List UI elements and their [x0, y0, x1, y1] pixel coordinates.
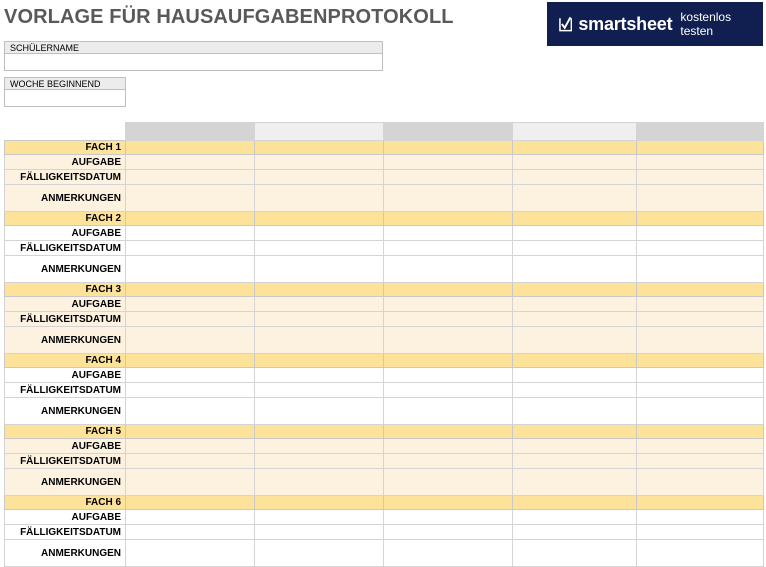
- due-date-cell[interactable]: [637, 525, 764, 540]
- assignment-row: [5, 155, 764, 170]
- subject-cell[interactable]: [637, 283, 764, 297]
- due-date-label: FÄLLIGKEITSDATUM: [5, 241, 126, 256]
- homework-table: [4, 122, 764, 567]
- notes-cell[interactable]: [255, 185, 384, 212]
- subject-cell[interactable]: [255, 354, 384, 368]
- subject-cell[interactable]: [513, 212, 637, 226]
- day-header-row: [5, 123, 764, 141]
- due-date-cell[interactable]: [637, 170, 764, 185]
- trial-link[interactable]: kostenlos testen: [680, 10, 732, 38]
- subject-cell[interactable]: [255, 283, 384, 297]
- assignment-cell[interactable]: [384, 226, 513, 241]
- subject-cell[interactable]: [513, 496, 637, 510]
- subject-cell[interactable]: [513, 425, 637, 439]
- due-date-cell[interactable]: [513, 525, 637, 540]
- notes-label: ANMERKUNGEN: [5, 327, 126, 354]
- subject-cell[interactable]: [126, 425, 255, 439]
- day-header-cell[interactable]: [384, 123, 513, 141]
- due-date-row: [5, 312, 764, 327]
- due-date-row: [5, 241, 764, 256]
- subject-cell[interactable]: [384, 425, 513, 439]
- subject-cell[interactable]: [255, 141, 384, 155]
- subject-label: FACH 5: [5, 425, 126, 439]
- notes-cell[interactable]: [637, 185, 764, 212]
- assignment-cell[interactable]: [255, 155, 384, 170]
- subject-row: [5, 283, 764, 297]
- due-date-cell[interactable]: [513, 383, 637, 398]
- due-date-cell[interactable]: [126, 383, 255, 398]
- assignment-label: AUFGABE: [5, 368, 126, 383]
- notes-row: [5, 185, 764, 212]
- assignment-row: [5, 439, 764, 454]
- assignment-cell[interactable]: [384, 510, 513, 525]
- week-start-field[interactable]: [4, 90, 126, 107]
- subject-cell[interactable]: [637, 496, 764, 510]
- assignment-row: [5, 297, 764, 312]
- assignment-cell[interactable]: [126, 297, 255, 312]
- notes-cell[interactable]: [126, 398, 255, 425]
- notes-cell[interactable]: [255, 256, 384, 283]
- assignment-label: AUFGABE: [5, 297, 126, 312]
- smartsheet-trial-banner[interactable]: [547, 2, 763, 46]
- notes-cell[interactable]: [384, 469, 513, 496]
- notes-row: [5, 398, 764, 425]
- assignment-label: AUFGABE: [5, 155, 126, 170]
- notes-cell[interactable]: [126, 256, 255, 283]
- due-date-cell[interactable]: [126, 170, 255, 185]
- notes-label: ANMERKUNGEN: [5, 469, 126, 496]
- due-date-cell[interactable]: [126, 312, 255, 327]
- due-date-row: [5, 525, 764, 540]
- day-header-cell[interactable]: [637, 123, 764, 141]
- subject-cell[interactable]: [637, 425, 764, 439]
- assignment-cell[interactable]: [384, 368, 513, 383]
- subject-cell[interactable]: [126, 354, 255, 368]
- notes-cell[interactable]: [637, 327, 764, 354]
- assignment-cell[interactable]: [513, 155, 637, 170]
- due-date-cell[interactable]: [384, 383, 513, 398]
- due-date-row: [5, 170, 764, 185]
- due-date-cell[interactable]: [637, 383, 764, 398]
- due-date-cell[interactable]: [513, 170, 637, 185]
- assignment-row: [5, 226, 764, 241]
- assignment-cell[interactable]: [255, 226, 384, 241]
- smartsheet-brand: smartsheet: [578, 13, 673, 34]
- notes-label: ANMERKUNGEN: [5, 398, 126, 425]
- due-date-cell[interactable]: [384, 525, 513, 540]
- subject-cell[interactable]: [126, 212, 255, 226]
- due-date-cell[interactable]: [513, 312, 637, 327]
- assignment-cell[interactable]: [637, 155, 764, 170]
- due-date-cell[interactable]: [255, 241, 384, 256]
- due-date-cell[interactable]: [384, 454, 513, 469]
- student-name-label: SCHÜLERNAME: [4, 41, 383, 54]
- subject-cell[interactable]: [126, 496, 255, 510]
- subject-label: FACH 6: [5, 496, 126, 510]
- notes-cell[interactable]: [513, 540, 637, 567]
- day-header-cell[interactable]: [255, 123, 384, 141]
- assignment-cell[interactable]: [513, 368, 637, 383]
- assignment-cell[interactable]: [384, 155, 513, 170]
- subject-cell[interactable]: [126, 283, 255, 297]
- due-date-cell[interactable]: [126, 525, 255, 540]
- assignment-cell[interactable]: [126, 439, 255, 454]
- subject-cell[interactable]: [513, 141, 637, 155]
- page-title: VORLAGE FÜR HAUSAUFGABENPROTOKOLL: [4, 6, 454, 28]
- due-date-cell[interactable]: [384, 170, 513, 185]
- assignment-cell[interactable]: [384, 439, 513, 454]
- notes-cell[interactable]: [637, 256, 764, 283]
- due-date-cell[interactable]: [637, 241, 764, 256]
- subject-cell[interactable]: [255, 212, 384, 226]
- subject-row: [5, 141, 764, 155]
- notes-cell[interactable]: [513, 256, 637, 283]
- subject-cell[interactable]: [255, 425, 384, 439]
- notes-cell[interactable]: [384, 398, 513, 425]
- assignment-cell[interactable]: [637, 510, 764, 525]
- due-date-label: FÄLLIGKEITSDATUM: [5, 170, 126, 185]
- due-date-cell[interactable]: [384, 241, 513, 256]
- subject-cell[interactable]: [637, 354, 764, 368]
- notes-cell[interactable]: [384, 185, 513, 212]
- assignment-label: AUFGABE: [5, 226, 126, 241]
- subject-row: [5, 425, 764, 439]
- header-corner: [5, 123, 126, 141]
- due-date-cell[interactable]: [126, 454, 255, 469]
- homework-grid: [4, 122, 764, 567]
- notes-row: [5, 256, 764, 283]
- subject-cell[interactable]: [384, 496, 513, 510]
- assignment-cell[interactable]: [255, 510, 384, 525]
- smartsheet-check-icon: [559, 16, 572, 32]
- due-date-cell[interactable]: [637, 454, 764, 469]
- assignment-cell[interactable]: [637, 368, 764, 383]
- assignment-cell[interactable]: [513, 226, 637, 241]
- due-date-cell[interactable]: [255, 454, 384, 469]
- subject-row: [5, 496, 764, 510]
- subject-row: [5, 212, 764, 226]
- due-date-cell[interactable]: [255, 383, 384, 398]
- due-date-cell[interactable]: [513, 454, 637, 469]
- notes-cell[interactable]: [384, 327, 513, 354]
- notes-cell[interactable]: [384, 540, 513, 567]
- assignment-cell[interactable]: [126, 510, 255, 525]
- assignment-row: [5, 368, 764, 383]
- due-date-cell[interactable]: [255, 525, 384, 540]
- due-date-cell[interactable]: [513, 241, 637, 256]
- assignment-label: AUFGABE: [5, 510, 126, 525]
- notes-cell[interactable]: [126, 540, 255, 567]
- due-date-cell[interactable]: [255, 170, 384, 185]
- due-date-cell[interactable]: [384, 312, 513, 327]
- subject-cell[interactable]: [384, 354, 513, 368]
- due-date-row: [5, 383, 764, 398]
- notes-cell[interactable]: [637, 398, 764, 425]
- notes-label: ANMERKUNGEN: [5, 540, 126, 567]
- subject-row: [5, 354, 764, 368]
- due-date-cell[interactable]: [255, 312, 384, 327]
- subject-cell[interactable]: [513, 283, 637, 297]
- assignment-cell[interactable]: [126, 226, 255, 241]
- notes-cell[interactable]: [126, 185, 255, 212]
- day-header-cell[interactable]: [513, 123, 637, 141]
- assignment-label: AUFGABE: [5, 439, 126, 454]
- subject-cell[interactable]: [513, 354, 637, 368]
- assignment-cell[interactable]: [513, 510, 637, 525]
- subject-label: FACH 2: [5, 212, 126, 226]
- assignment-row: [5, 510, 764, 525]
- week-start-label: WOCHE BEGINNEND: [4, 77, 126, 90]
- subject-cell[interactable]: [637, 212, 764, 226]
- subject-cell[interactable]: [384, 212, 513, 226]
- day-header-cell[interactable]: [126, 123, 255, 141]
- notes-cell[interactable]: [513, 185, 637, 212]
- due-date-row: [5, 454, 764, 469]
- notes-cell[interactable]: [255, 540, 384, 567]
- assignment-cell[interactable]: [384, 297, 513, 312]
- notes-cell[interactable]: [513, 398, 637, 425]
- assignment-cell[interactable]: [637, 297, 764, 312]
- notes-cell[interactable]: [513, 327, 637, 354]
- student-name-field[interactable]: [4, 54, 383, 71]
- notes-cell[interactable]: [126, 469, 255, 496]
- assignment-cell[interactable]: [255, 297, 384, 312]
- due-date-label: FÄLLIGKEITSDATUM: [5, 312, 126, 327]
- subject-label: FACH 4: [5, 354, 126, 368]
- assignment-cell[interactable]: [513, 439, 637, 454]
- notes-label: ANMERKUNGEN: [5, 185, 126, 212]
- notes-cell[interactable]: [513, 469, 637, 496]
- assignment-cell[interactable]: [637, 439, 764, 454]
- assignment-cell[interactable]: [637, 226, 764, 241]
- subject-label: FACH 1: [5, 141, 126, 155]
- notes-cell[interactable]: [255, 327, 384, 354]
- assignment-cell[interactable]: [513, 297, 637, 312]
- notes-row: [5, 327, 764, 354]
- notes-cell[interactable]: [637, 469, 764, 496]
- due-date-label: FÄLLIGKEITSDATUM: [5, 454, 126, 469]
- subject-cell[interactable]: [637, 141, 764, 155]
- assignment-cell[interactable]: [126, 368, 255, 383]
- assignment-cell[interactable]: [255, 368, 384, 383]
- due-date-cell[interactable]: [126, 241, 255, 256]
- assignment-cell[interactable]: [126, 155, 255, 170]
- subject-cell[interactable]: [384, 283, 513, 297]
- notes-cell[interactable]: [255, 398, 384, 425]
- assignment-cell[interactable]: [255, 439, 384, 454]
- due-date-label: FÄLLIGKEITSDATUM: [5, 383, 126, 398]
- subject-cell[interactable]: [126, 141, 255, 155]
- notes-cell[interactable]: [255, 469, 384, 496]
- subject-label: FACH 3: [5, 283, 126, 297]
- due-date-label: FÄLLIGKEITSDATUM: [5, 525, 126, 540]
- notes-cell[interactable]: [384, 256, 513, 283]
- notes-row: [5, 540, 764, 567]
- notes-row: [5, 469, 764, 496]
- subject-cell[interactable]: [255, 496, 384, 510]
- due-date-cell[interactable]: [637, 312, 764, 327]
- notes-cell[interactable]: [126, 327, 255, 354]
- notes-cell[interactable]: [637, 540, 764, 567]
- subject-cell[interactable]: [384, 141, 513, 155]
- notes-label: ANMERKUNGEN: [5, 256, 126, 283]
